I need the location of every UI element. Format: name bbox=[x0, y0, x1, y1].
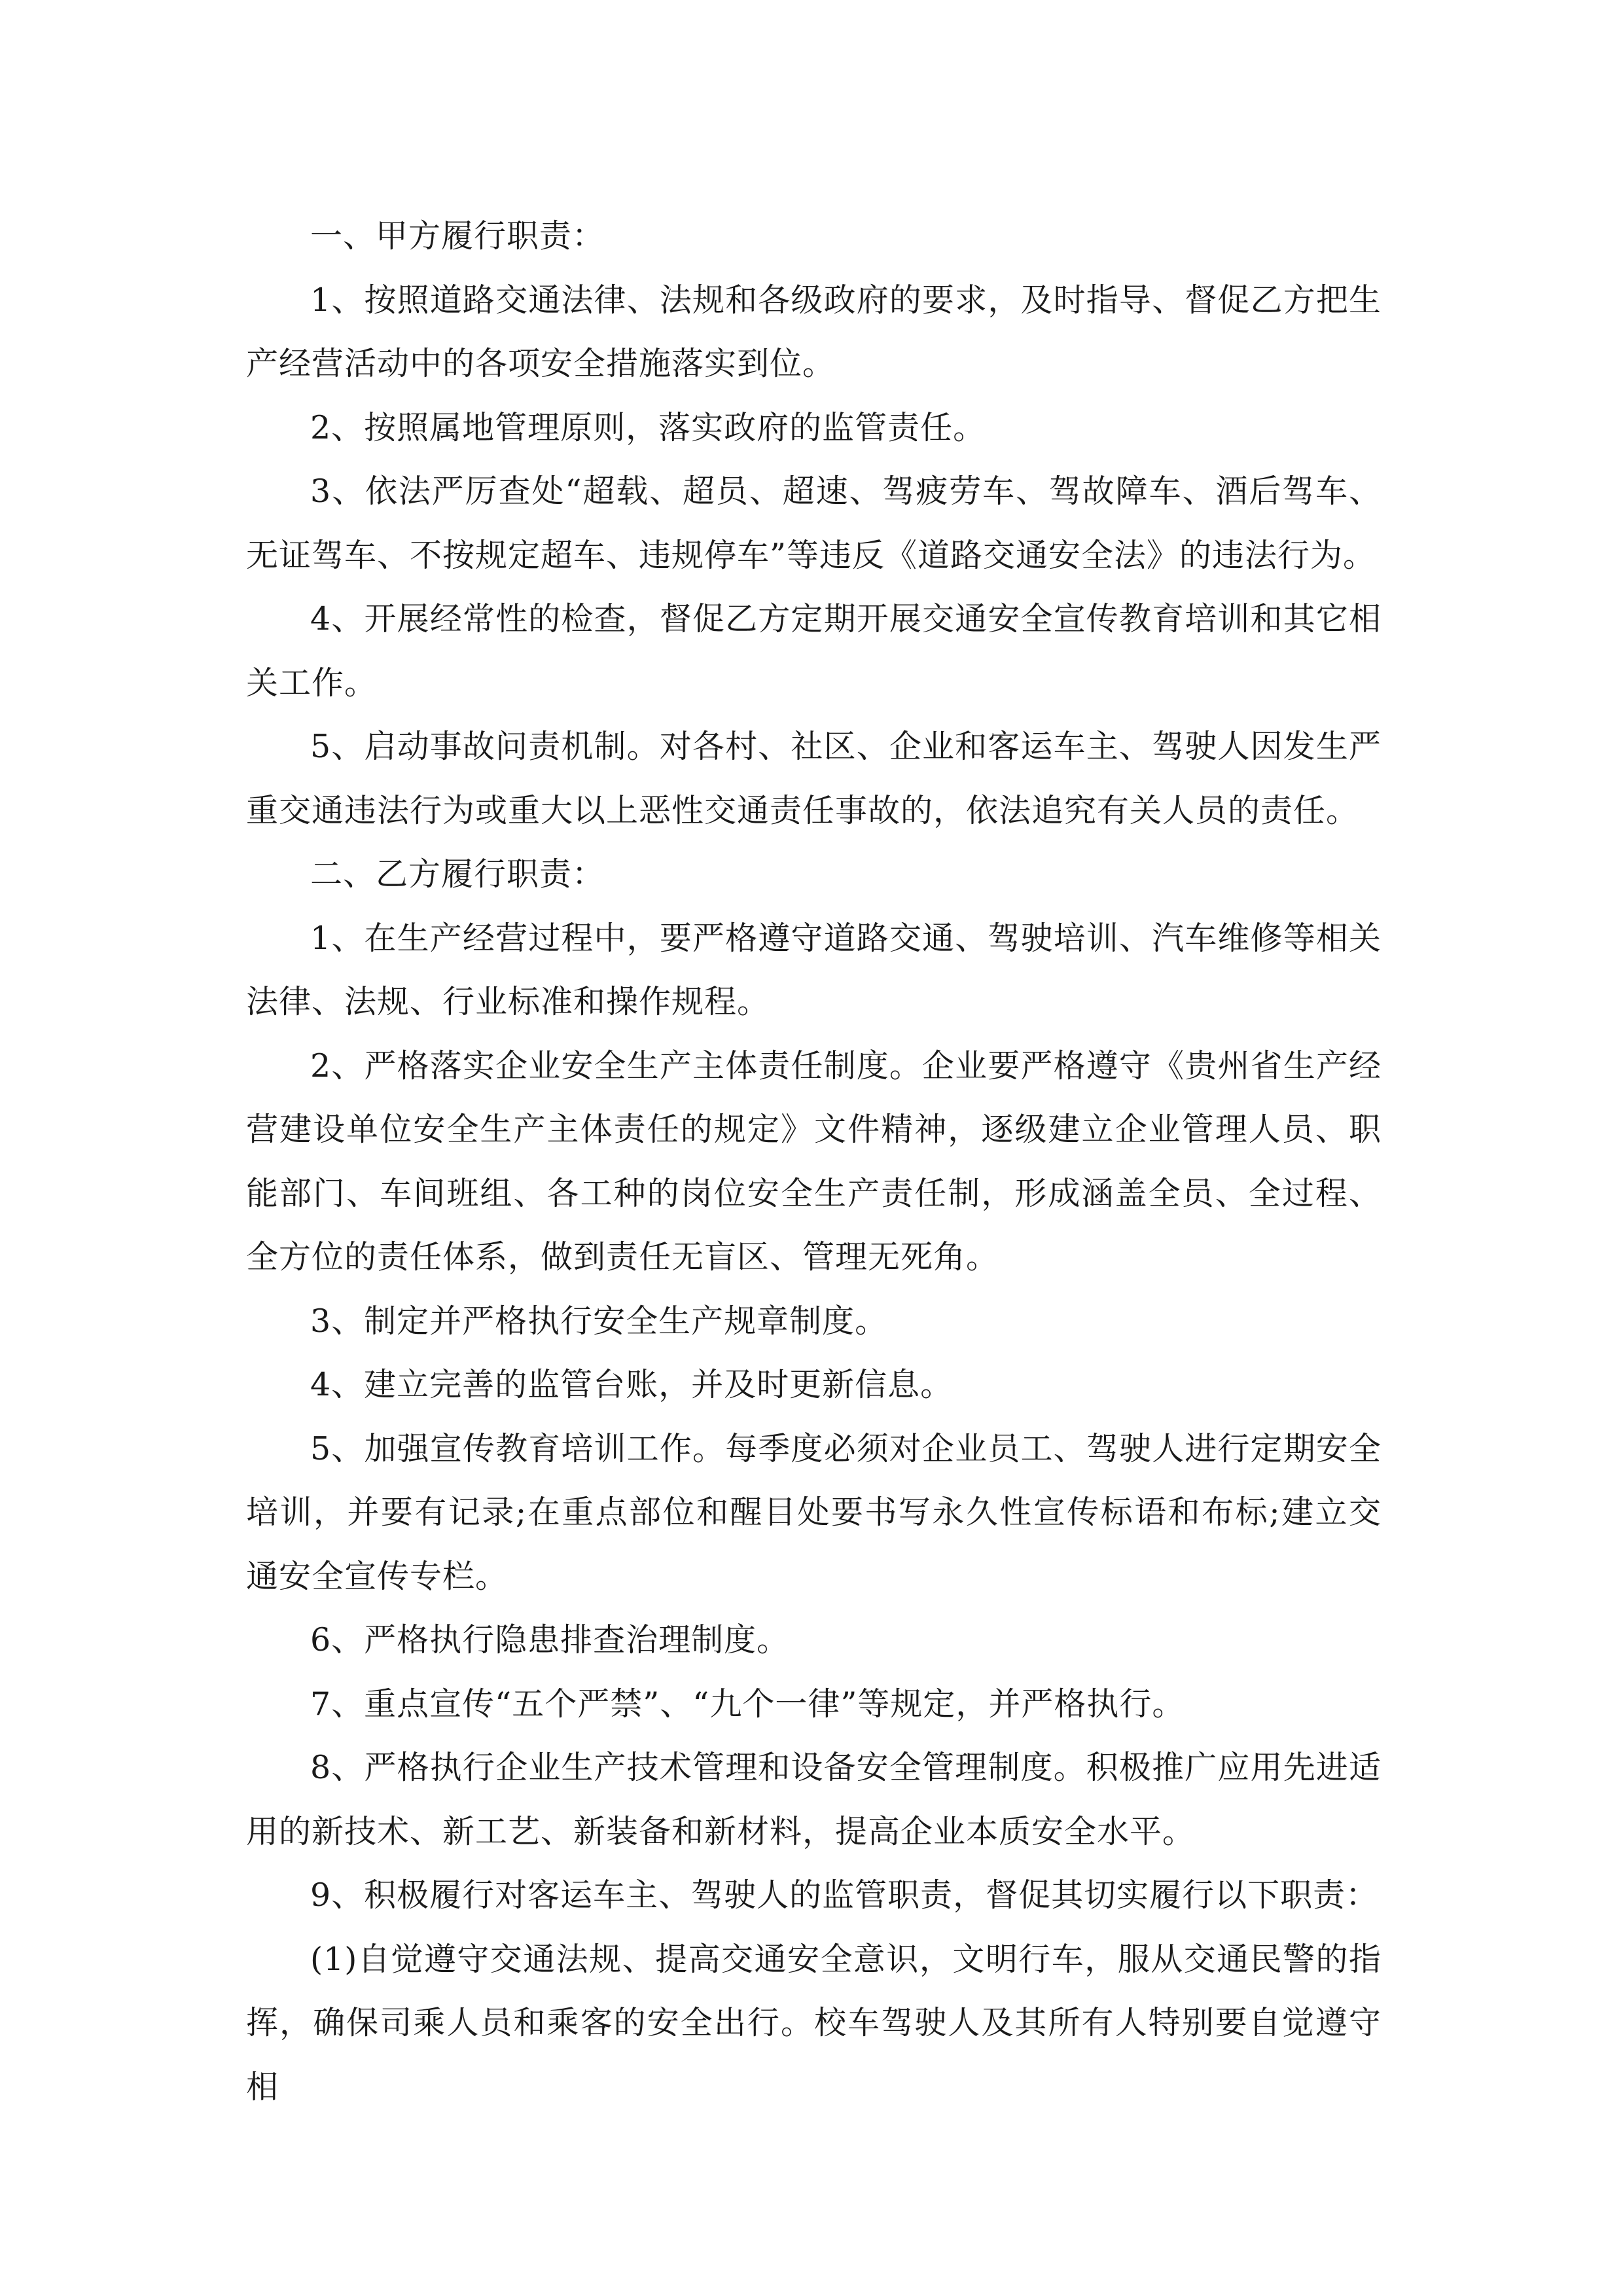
paragraph: 2、严格落实企业安全生产主体责任制度。企业要严格遵守《贵州省生产经营建设单位安全生产主体责任的规定》文件精神，逐级建立企业管理人员、职能部门、车间班组、各工种的岗位安全生产责任制，形成涵盖全员、全过程、全方位的责任体系，做到责任无盲区、管理无死角。 bbox=[246, 1047, 1382, 1276]
paragraph: 1、在生产经营过程中，要严格遵守道路交通、驾驶培训、汽车维修等相关法律、法规、行业标准和操作规程。 bbox=[246, 919, 1382, 1020]
paragraph: 4、建立完善的监管台账，并及时更新信息。 bbox=[310, 1366, 954, 1403]
paragraph: 7、重点宣传“五个严禁”、“九个一律”等规定，并严格执行。 bbox=[310, 1685, 1185, 1723]
paragraph: 8、严格执行企业生产技术管理和设备安全管理制度。积极推广应用先进适用的新技术、新工艺、新装备和新材料，提高企业本质安全水平。 bbox=[246, 1749, 1382, 1850]
section-heading: 二、乙方履行职责： bbox=[310, 855, 605, 893]
paragraph: 5、启动事故问责机制。对各村、社区、企业和客运车主、驾驶人因发生严重交通违法行为或重大以上恶性交通责任事故的，依法追究有关人员的责任。 bbox=[246, 728, 1382, 829]
document-body bbox=[246, 204, 1382, 2119]
paragraph: (1)自觉遵守交通法规、提高交通安全意识，文明行车，服从交通民警的指挥，确保司乘人员和乘客的安全出行。校车驾驶人及其所有人特别要自觉遵守相 bbox=[246, 1940, 1382, 2106]
paragraph: 3、制定并严格执行安全生产规章制度。 bbox=[310, 1302, 888, 1340]
paragraph: 4、开展经常性的检查，督促乙方定期开展交通安全宣传教育培训和其它相关工作。 bbox=[246, 600, 1382, 702]
paragraph: 5、加强宣传教育培训工作。每季度必须对企业员工、驾驶人进行定期安全培训，并要有记录;在重点部位和醒目处要书写永久性宣传标语和布标;建立交通安全宣传专栏。 bbox=[246, 1429, 1382, 1595]
paragraph: 6、严格执行隐患排查治理制度。 bbox=[310, 1621, 790, 1659]
paragraph: 1、按照道路交通法律、法规和各级政府的要求，及时指导、督促乙方把生产经营活动中的各项安全措施落实到位。 bbox=[246, 281, 1382, 382]
paragraph: 3、依法严厉查处“超载、超员、超速、驾疲劳车、驾故障车、酒后驾车、无证驾车、不按规定超车、违规停车”等违反《道路交通安全法》的违法行为。 bbox=[246, 473, 1382, 574]
paragraph: 9、积极履行对客运车主、驾驶人的监管职责，督促其切实履行以下职责： bbox=[310, 1876, 1379, 1914]
paragraph: 2、按照属地管理原则，落实政府的监管责任。 bbox=[310, 408, 986, 446]
section-heading: 一、甲方履行职责： bbox=[310, 217, 605, 255]
